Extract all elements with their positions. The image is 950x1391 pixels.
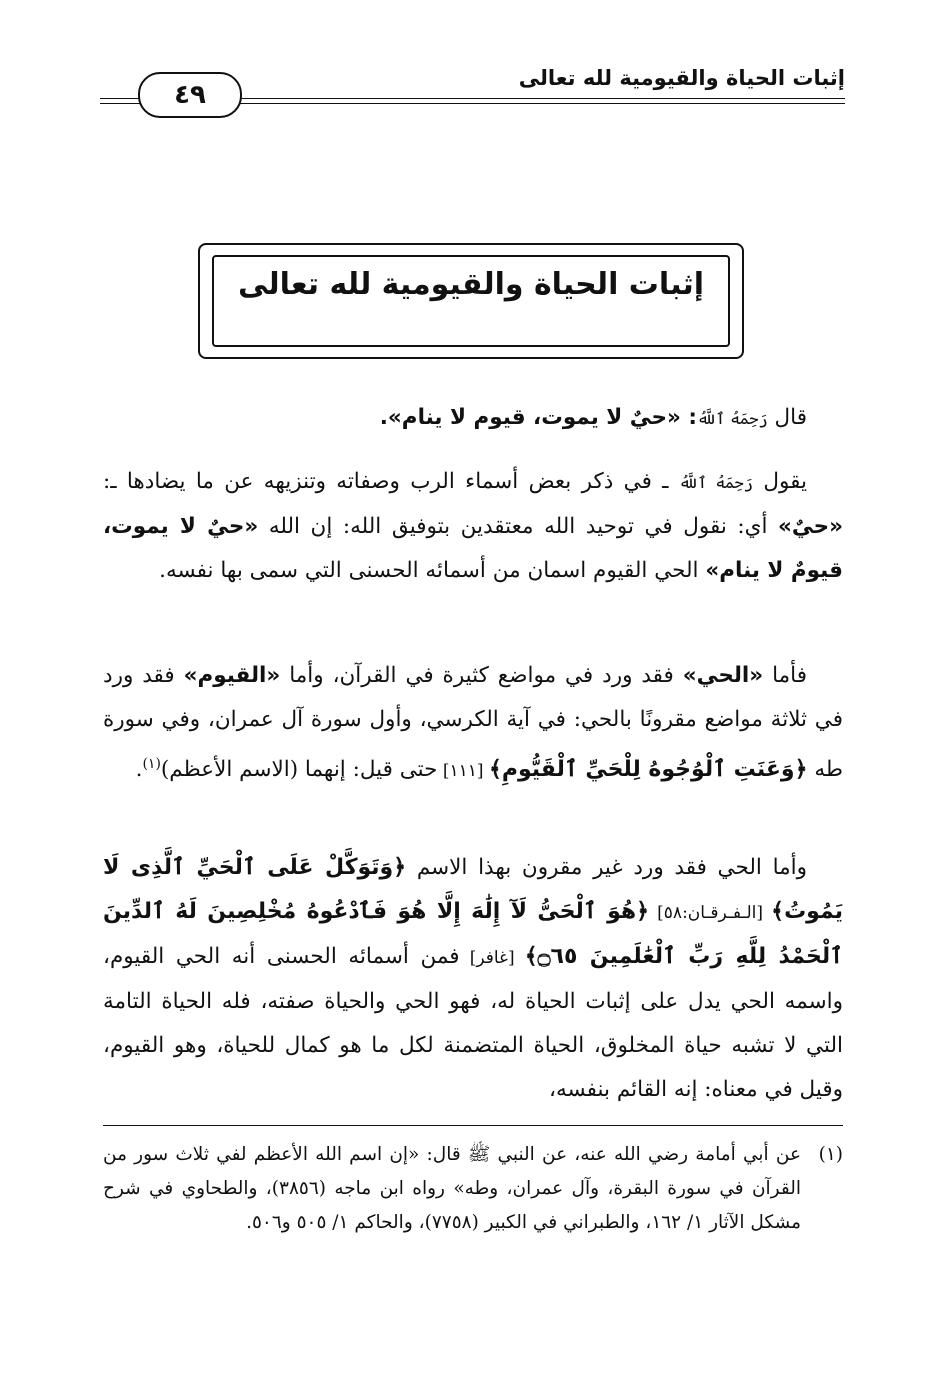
verse-reference: [غافر] — [459, 948, 525, 968]
header-rule — [228, 98, 845, 99]
text-span: . — [135, 757, 143, 783]
body-paragraph-2 — [103, 460, 843, 593]
text-span: حتى قيل: إنهما (الاسم الأعظم) — [160, 757, 438, 783]
quoted-text: «الحي» — [682, 663, 764, 688]
body-paragraph-4 — [103, 846, 843, 1112]
quoted-text: «حيٌ لا يموت، قيومٌ لا ينام» — [103, 514, 843, 583]
footnote-marker[interactable]: (١) — [142, 756, 161, 772]
text-span: فمن أسمائه الحسنى أنه الحي القيوم، واسمه الحي يدل على إثبات الحياة له، فهو الحي والحياة صفته، فله الحياة التامة التي لا تشبه حياة المخلوق، الحياة المتضمنة لكل ما هو كمال للحياة، وهو القيوم، وقيل في معناه: إنه القائم بنفسه، — [103, 944, 843, 1102]
text-span: قال — [774, 405, 807, 430]
text-span: فأما — [763, 663, 807, 688]
text-span: فقد ورد في مواضع كثيرة في القرآن، وأما — [280, 663, 683, 688]
honorific: رَحِمَهُ ٱللَّهُ — [678, 473, 754, 492]
text-span: ـ في ذكر بعض أسماء الرب وصفاته وتنزيهه عن ما يضادها ـ: — [103, 469, 679, 494]
text-span: أي: نقول في توحيد الله معتقدين بتوفيق الله: إن الله — [258, 514, 778, 539]
quran-verse: ﴿هُوَ ٱلْحَىُّ لَآ إِلَٰهَ إِلَّا هُوَ فَٱدْعُوهُ مُخْلِصِينَ لَهُ ٱلدِّينَ ٱلْحَمْدُ لِلَّهِ رَبِّ ٱلْعَٰلَمِينَ ۝٦٥﴾ — [103, 899, 843, 969]
verse-reference: [١١١] — [437, 761, 489, 782]
footnote-text: عن أبي أمامة رضي الله عنه، عن النبي ﷺ قال: «إن اسم الله الأعظم لفي ثلاث سور من القرآن في سورة البقرة، وآل عمران، وطه» رواه ابن ماجه (٣٨٥٦)، والطحاوي في شرح مشكل الآثار ١/ ١٦٢، والطبراني في الكبير (٧٧٥٨)، والحاكم ١/ ٥٠٥ و٥٠٦. — [103, 1144, 802, 1233]
header-rule — [228, 103, 845, 104]
quran-verse: ﴿وَعَنَتِ ٱلْوُجُوهُ لِلْحَيِّ ٱلْقَيُّومِ﴾ — [488, 757, 808, 783]
paragraph — [103, 654, 843, 793]
running-header — [100, 60, 845, 116]
footnote-number: (١) — [818, 1144, 843, 1165]
chapter-title: إثبات الحياة والقيومية لله تعالى — [237, 267, 704, 302]
text-span: فقد ورد في ثلاثة مواضع مقرونًا بالحي: في آية الكرسي، وأول سورة آل عمران، وفي سورة طه — [103, 663, 843, 783]
footnote-separator — [103, 1125, 843, 1126]
quoted-text: «القيوم» — [183, 663, 281, 688]
running-title: إثبات الحياة والقيومية لله تعالى — [509, 66, 845, 90]
paragraph — [103, 396, 843, 441]
page-number: ٤٩ — [138, 72, 242, 118]
body-paragraph-1 — [103, 396, 843, 441]
text-span: الحي القيوم اسمان من أسمائه الحسنى التي سمى بها نفسه. — [159, 558, 706, 583]
chapter-title-frame — [198, 243, 744, 359]
footnote — [103, 1138, 843, 1240]
paragraph — [103, 846, 843, 1112]
quoted-text: «حيٌ» — [777, 514, 843, 539]
body-paragraph-3 — [103, 654, 843, 793]
paragraph — [103, 460, 843, 593]
quoted-text: : «حيٌ لا يموت، قيوم لا ينام». — [379, 405, 697, 430]
quran-verse: ﴿وَتَوَكَّلْ عَلَى ٱلْحَيِّ ٱلَّذِى لَا يَمُوتُ﴾ — [103, 855, 843, 924]
verse-reference: [الـفـرقـان:٥٨] — [649, 903, 772, 923]
text-span: وأما الحي فقد ورد غير مقرون بهذا الاسم — [406, 855, 807, 880]
text-span: يقول — [763, 469, 807, 494]
honorific: رَحِمَهُ ٱللَّهُ — [696, 409, 768, 428]
